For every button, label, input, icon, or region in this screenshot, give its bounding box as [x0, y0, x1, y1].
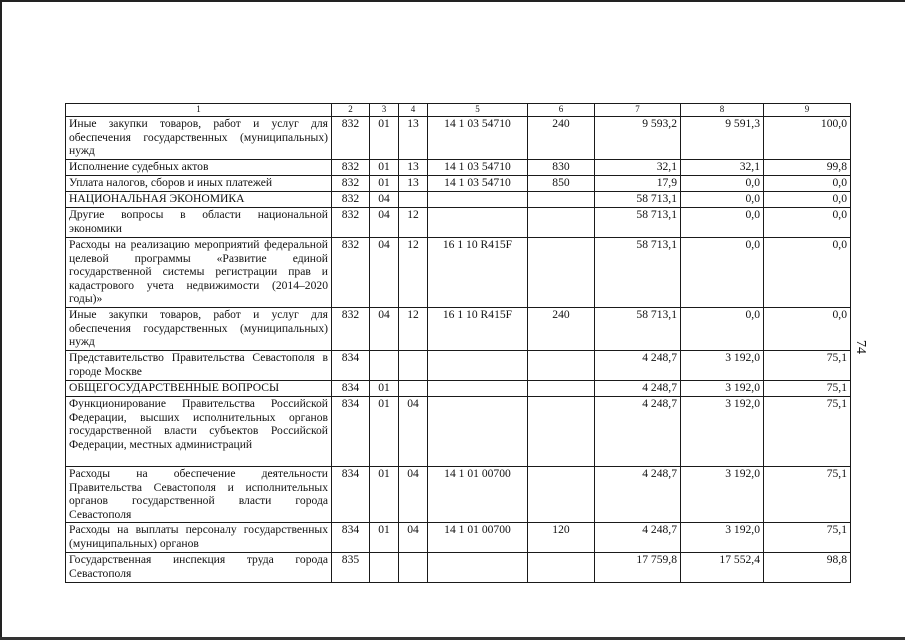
cell-expense-type: 240	[528, 308, 595, 351]
cell-section: 01	[370, 117, 399, 160]
row-name: Расходы на обеспечение деятельности Правительства Севастополя и исполнительных органов государственной власти города Севастополя	[66, 467, 332, 523]
cell-subsection: 13	[399, 176, 428, 192]
cell-plan: 58 713,1	[595, 208, 681, 238]
cell-percent: 0,0	[764, 208, 851, 238]
cell-subsection: 04	[399, 523, 428, 553]
row-name: ОБЩЕГОСУДАРСТВЕННЫЕ ВОПРОСЫ	[66, 381, 332, 397]
cell-plan: 17 759,8	[595, 553, 681, 583]
row-name: Иные закупки товаров, работ и услуг для обеспечения государственных (муниципальных) нужд	[66, 308, 332, 351]
scan-edge-left	[0, 0, 2, 640]
cell-target: 16 1 10 R415F	[428, 238, 528, 308]
cell-admin: 832	[332, 308, 370, 351]
cell-actual: 3 192,0	[681, 397, 764, 467]
col-header-section: 3	[370, 104, 399, 117]
cell-target: 14 1 03 54710	[428, 176, 528, 192]
col-header-admin: 2	[332, 104, 370, 117]
cell-actual: 3 192,0	[681, 351, 764, 381]
scan-edge-top	[0, 0, 905, 2]
cell-subsection: 04	[399, 397, 428, 467]
cell-percent: 100,0	[764, 117, 851, 160]
cell-subsection: 12	[399, 208, 428, 238]
cell-actual: 32,1	[681, 160, 764, 176]
cell-expense-type: 240	[528, 117, 595, 160]
cell-admin: 832	[332, 208, 370, 238]
cell-admin: 832	[332, 117, 370, 160]
cell-section: 01	[370, 381, 399, 397]
cell-section: 01	[370, 160, 399, 176]
cell-section	[370, 351, 399, 381]
cell-expense-type	[528, 381, 595, 397]
cell-expense-type	[528, 553, 595, 583]
cell-actual: 9 591,3	[681, 117, 764, 160]
cell-plan: 32,1	[595, 160, 681, 176]
row-name: Государственная инспекция труда города Севастополя	[66, 553, 332, 583]
col-header-plan: 7	[595, 104, 681, 117]
cell-expense-type	[528, 467, 595, 523]
cell-expense-type	[528, 397, 595, 467]
cell-actual: 3 192,0	[681, 523, 764, 553]
row-name: Представительство Правительства Севастополя в городе Москве	[66, 351, 332, 381]
cell-section: 01	[370, 523, 399, 553]
table-row	[66, 160, 851, 176]
row-name: Функционирование Правительства Российской Федерации, высших исполнительных органов государственной власти субъектов Российской Федерации, местных администраций	[66, 397, 332, 467]
cell-subsection: 12	[399, 308, 428, 351]
cell-plan: 4 248,7	[595, 467, 681, 523]
cell-actual: 0,0	[681, 192, 764, 208]
row-name: Другие вопросы в области национальной экономики	[66, 208, 332, 238]
cell-target	[428, 351, 528, 381]
cell-expense-type: 830	[528, 160, 595, 176]
cell-actual: 3 192,0	[681, 467, 764, 523]
cell-percent: 0,0	[764, 192, 851, 208]
cell-actual: 3 192,0	[681, 381, 764, 397]
table-row	[66, 351, 851, 381]
cell-expense-type	[528, 192, 595, 208]
cell-subsection: 04	[399, 467, 428, 523]
row-name: Уплата налогов, сборов и иных платежей	[66, 176, 332, 192]
cell-subsection: 13	[399, 160, 428, 176]
cell-plan: 58 713,1	[595, 308, 681, 351]
cell-percent: 0,0	[764, 238, 851, 308]
cell-target: 14 1 01 00700	[428, 523, 528, 553]
cell-subsection: 13	[399, 117, 428, 160]
cell-target	[428, 553, 528, 583]
cell-admin: 834	[332, 381, 370, 397]
col-header-percent: 9	[764, 104, 851, 117]
table-row	[66, 523, 851, 553]
row-name: Иные закупки товаров, работ и услуг для обеспечения государственных (муниципальных) нужд	[66, 117, 332, 160]
cell-target	[428, 397, 528, 467]
cell-section: 04	[370, 208, 399, 238]
cell-section: 04	[370, 192, 399, 208]
cell-percent: 75,1	[764, 523, 851, 553]
cell-target	[428, 192, 528, 208]
cell-plan: 58 713,1	[595, 192, 681, 208]
table-row	[66, 117, 851, 160]
row-name: Расходы на выплаты персоналу государственных (муниципальных) органов	[66, 523, 332, 553]
cell-plan: 4 248,7	[595, 397, 681, 467]
col-header-name: 1	[66, 104, 332, 117]
row-name: Исполнение судебных актов	[66, 160, 332, 176]
cell-target: 16 1 10 R415F	[428, 308, 528, 351]
cell-target: 14 1 03 54710	[428, 160, 528, 176]
col-header-subsection: 4	[399, 104, 428, 117]
cell-expense-type: 850	[528, 176, 595, 192]
cell-admin: 832	[332, 238, 370, 308]
cell-section: 04	[370, 238, 399, 308]
cell-expense-type	[528, 238, 595, 308]
cell-actual: 0,0	[681, 308, 764, 351]
table-row	[66, 467, 851, 523]
cell-admin: 834	[332, 467, 370, 523]
cell-target: 14 1 03 54710	[428, 117, 528, 160]
cell-admin: 832	[332, 160, 370, 176]
cell-percent: 75,1	[764, 397, 851, 467]
cell-admin: 835	[332, 553, 370, 583]
table-row	[66, 381, 851, 397]
cell-plan: 4 248,7	[595, 351, 681, 381]
cell-subsection	[399, 192, 428, 208]
cell-section: 01	[370, 176, 399, 192]
cell-section: 01	[370, 467, 399, 523]
table-row	[66, 208, 851, 238]
header-row	[66, 104, 851, 117]
cell-expense-type: 120	[528, 523, 595, 553]
cell-target: 14 1 01 00700	[428, 467, 528, 523]
cell-section: 04	[370, 308, 399, 351]
cell-admin: 834	[332, 351, 370, 381]
cell-plan: 9 593,2	[595, 117, 681, 160]
table-row	[66, 308, 851, 351]
cell-plan: 58 713,1	[595, 238, 681, 308]
budget-table	[65, 103, 851, 583]
table-row	[66, 397, 851, 467]
cell-admin: 834	[332, 397, 370, 467]
cell-subsection	[399, 351, 428, 381]
cell-percent: 75,1	[764, 467, 851, 523]
table-row	[66, 192, 851, 208]
cell-percent: 0,0	[764, 176, 851, 192]
table-row	[66, 176, 851, 192]
row-name: НАЦИОНАЛЬНАЯ ЭКОНОМИКА	[66, 192, 332, 208]
cell-percent: 75,1	[764, 381, 851, 397]
cell-plan: 17,9	[595, 176, 681, 192]
col-header-expense-type: 6	[528, 104, 595, 117]
cell-percent: 0,0	[764, 308, 851, 351]
cell-admin: 832	[332, 176, 370, 192]
col-header-actual: 8	[681, 104, 764, 117]
cell-percent: 75,1	[764, 351, 851, 381]
cell-expense-type	[528, 351, 595, 381]
cell-subsection	[399, 381, 428, 397]
page-number: 74	[853, 340, 868, 354]
col-header-target: 5	[428, 104, 528, 117]
cell-plan: 4 248,7	[595, 381, 681, 397]
table-row	[66, 553, 851, 583]
cell-admin: 834	[332, 523, 370, 553]
cell-admin: 832	[332, 192, 370, 208]
cell-section	[370, 553, 399, 583]
cell-percent: 99,8	[764, 160, 851, 176]
cell-plan: 4 248,7	[595, 523, 681, 553]
cell-actual: 17 552,4	[681, 553, 764, 583]
cell-percent: 98,8	[764, 553, 851, 583]
cell-section: 01	[370, 397, 399, 467]
cell-subsection	[399, 553, 428, 583]
cell-actual: 0,0	[681, 208, 764, 238]
table-row	[66, 238, 851, 308]
cell-target	[428, 381, 528, 397]
cell-target	[428, 208, 528, 238]
cell-actual: 0,0	[681, 176, 764, 192]
cell-expense-type	[528, 208, 595, 238]
cell-actual: 0,0	[681, 238, 764, 308]
cell-subsection: 12	[399, 238, 428, 308]
row-name: Расходы на реализацию мероприятий федеральной целевой программы «Развитие единой государственной системы регистрации прав и кадастрового учета недвижимости (2014–2020 годы)»	[66, 238, 332, 308]
